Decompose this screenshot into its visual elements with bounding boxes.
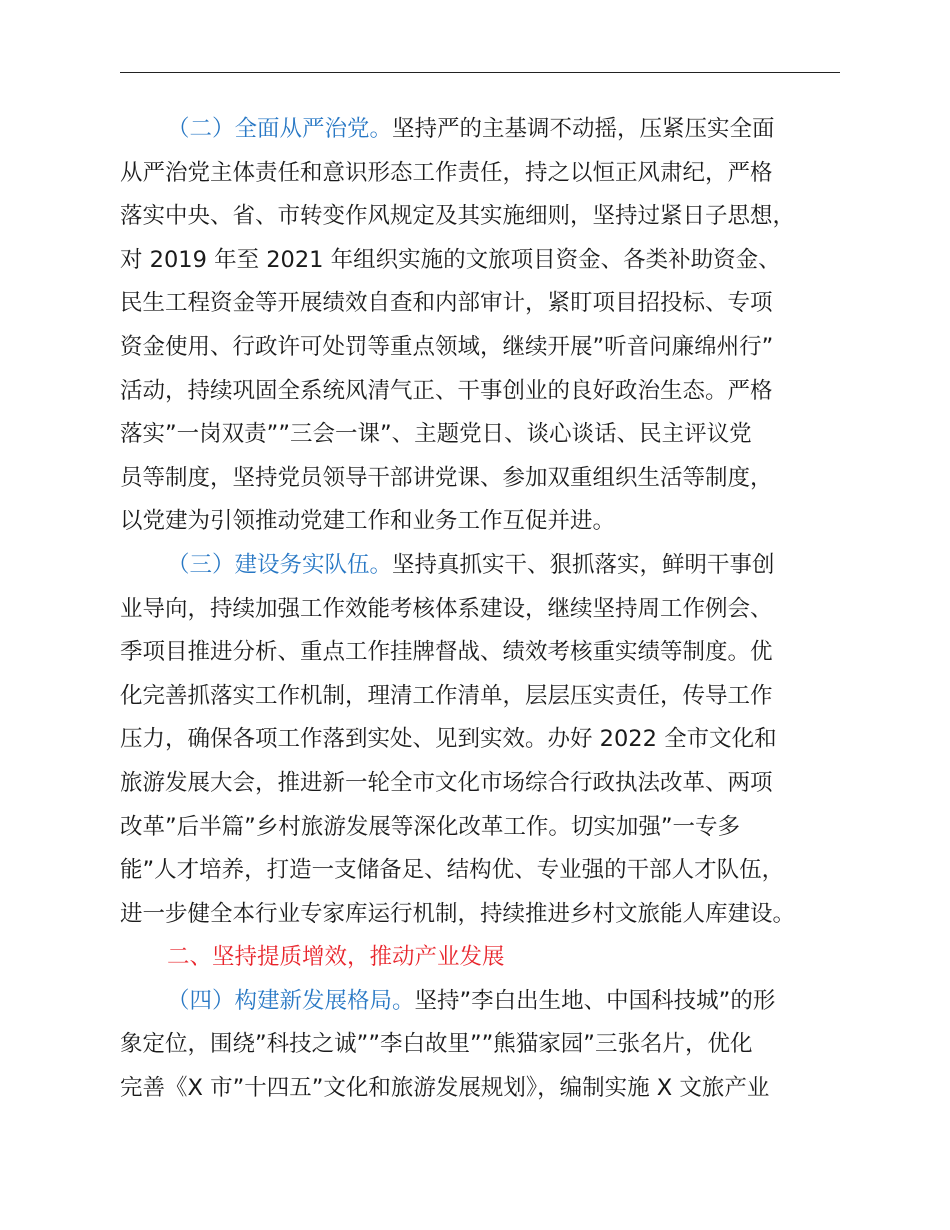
- line-text: 化完善抓落实工作机制，理清工作清单，层层压实责任，传导工作: [120, 682, 773, 709]
- section-lead: （四）构建新发展格局。: [167, 987, 415, 1014]
- line-text: 旅游发展大会，推进新一轮全市文化市场综合行政执法改革、两项: [120, 769, 773, 796]
- line-text: 活动，持续巩固全系统风清气正、干事创业的良好政治生态。严格: [120, 377, 773, 404]
- section-heading: 二、坚持提质增效，推动产业发展: [167, 944, 505, 971]
- header-rule: [120, 72, 840, 73]
- line-text: 压力，确保各项工作落到实处、见到实效。办好 2022 全市文化和: [120, 726, 777, 753]
- section-lead: （三）建设务实队伍。: [167, 551, 393, 578]
- line-text: 从严治党主体责任和意识形态工作责任，持之以恒正风肃纪，严格: [120, 159, 773, 186]
- line-text: 进一步健全本行业专家库运行机制，持续推进乡村文旅能人库建设。: [120, 900, 796, 927]
- paragraph-line: [120, 893, 840, 937]
- paragraph-line: [120, 108, 840, 152]
- line-text: 坚持”李白出生地、中国科技城”的形: [414, 987, 776, 1014]
- line-text: 对 2019 年至 2021 年组织实施的文旅项目资金、各类补助资金、: [120, 246, 781, 273]
- line-text: 业导向，持续加强工作效能考核体系建设，继续坚持周工作例会、: [120, 595, 773, 622]
- paragraph-line: [120, 239, 840, 283]
- paragraph-line: [120, 1067, 840, 1111]
- paragraph-line: [120, 1023, 840, 1067]
- line-text: 能”人才培养，打造一支储备足、结构优、专业强的干部人才队伍，: [120, 857, 785, 884]
- document-body: [120, 108, 840, 1111]
- paragraph-line: [120, 718, 840, 762]
- paragraph-line: [120, 806, 840, 850]
- line-text: 改革”后半篇”乡村旅游发展等深化改革工作。切实加强”一专多: [120, 813, 740, 840]
- paragraph-line: [120, 457, 840, 501]
- line-text: 坚持严的主基调不动摇，压紧压实全面: [392, 116, 775, 142]
- line-text: 完善《X 市”十四五”文化和旅游发展规划》，编制实施 X 文旅产业: [120, 1075, 770, 1102]
- paragraph-line: [120, 588, 840, 632]
- line-text: 坚持真抓实干、狠抓落实，鲜明干事创: [392, 551, 775, 578]
- paragraph-line: [120, 849, 840, 893]
- line-text: 员等制度，坚持党员领导干部讲党课、参加双重组织生活等制度，: [120, 464, 773, 491]
- line-text: 以党建为引领推动党建工作和业务工作互促并进。: [120, 508, 616, 535]
- line-text: 资金使用、行政许可处罚等重点领域，继续开展”听音问廉绵州行”: [120, 333, 774, 360]
- paragraph-line: [120, 675, 840, 719]
- paragraph-line: [120, 370, 840, 414]
- paragraph-line: [120, 326, 840, 370]
- line-text: 季项目推进分析、重点工作挂牌督战、绩效考核重实绩等制度。优: [120, 639, 773, 666]
- section-lead: （二）全面从严治党。: [167, 116, 393, 142]
- paragraph-line: [120, 152, 840, 196]
- paragraph-line: [120, 762, 840, 806]
- line-text: 落实中央、省、市转变作风规定及其实施细则，坚持过紧日子思想，: [120, 203, 796, 230]
- paragraph-line: [120, 980, 840, 1024]
- paragraph-line: [120, 195, 840, 239]
- line-text: 象定位，围绕”科技之诚””李白故里””熊猫家园”三张名片，优化: [120, 1031, 753, 1058]
- line-text: 落实”一岗双责””三会一课”、主题党日、谈心谈话、民主评议党: [120, 421, 752, 448]
- paragraph-line: [120, 544, 840, 588]
- paragraph-line: [120, 631, 840, 675]
- line-text: 民生工程资金等开展绩效自查和内部审计，紧盯项目招投标、专项: [120, 290, 773, 317]
- paragraph-line: [120, 413, 840, 457]
- paragraph-line: [120, 282, 840, 326]
- paragraph-line: [120, 500, 840, 544]
